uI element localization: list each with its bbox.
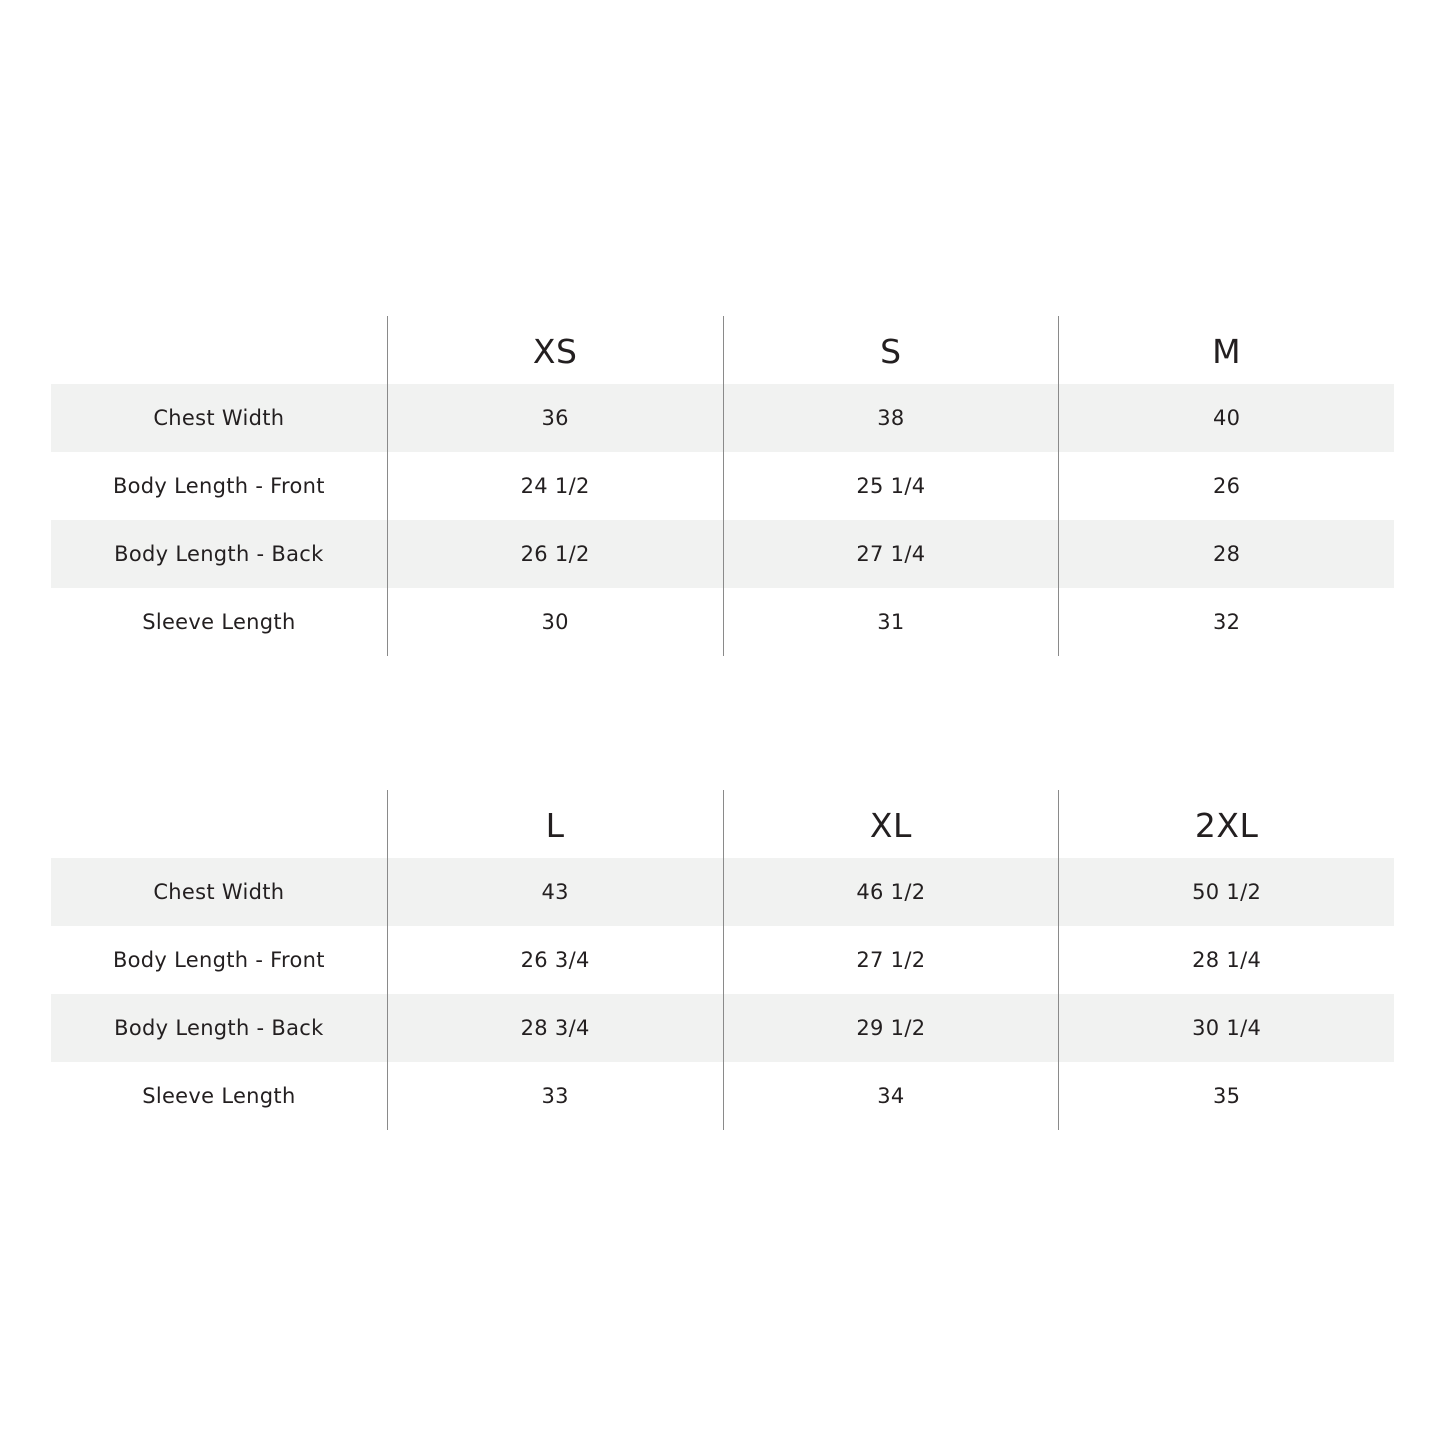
table-row	[51, 452, 1394, 520]
size-header: XS	[387, 316, 723, 384]
table-row	[51, 994, 1394, 1062]
measurement-label: Body Length - Front	[112, 948, 325, 972]
measurement-value: 28 1/4	[1058, 926, 1394, 994]
measurement-label: Chest Width	[153, 880, 285, 904]
measurement-value: 46 1/2	[723, 858, 1059, 926]
header-empty-cell	[51, 790, 387, 858]
table-row	[51, 926, 1394, 994]
size-header-row	[51, 790, 1394, 858]
measurement-value: 30 1/4	[1058, 994, 1394, 1062]
measurement-value: 26 1/2	[387, 520, 723, 588]
table-row	[51, 384, 1394, 452]
measurement-label: Chest Width	[153, 406, 285, 430]
measurement-value: 36	[387, 384, 723, 452]
measurement-value: 38	[723, 384, 1059, 452]
measurement-value: 50 1/2	[1058, 858, 1394, 926]
table-row	[51, 858, 1394, 926]
measurement-value: 26 3/4	[387, 926, 723, 994]
measurement-value: 24 1/2	[387, 452, 723, 520]
measurement-value: 29 1/2	[723, 994, 1059, 1062]
measurement-value: 43	[387, 858, 723, 926]
measurement-value: 32	[1058, 588, 1394, 656]
size-header: S	[723, 316, 1059, 384]
table-row	[51, 1062, 1394, 1130]
size-chart-table-bottom	[51, 790, 1394, 1130]
measurement-label: Sleeve Length	[142, 1084, 296, 1108]
size-header: XL	[723, 790, 1059, 858]
measurement-value: 33	[387, 1062, 723, 1130]
measurement-value: 27 1/4	[723, 520, 1059, 588]
measurement-value: 27 1/2	[723, 926, 1059, 994]
size-header: L	[387, 790, 723, 858]
table-row	[51, 520, 1394, 588]
size-header: M	[1058, 316, 1394, 384]
header-empty-cell	[51, 316, 387, 384]
measurement-value: 28	[1058, 520, 1394, 588]
size-header-row	[51, 316, 1394, 384]
measurement-value: 31	[723, 588, 1059, 656]
measurement-label: Sleeve Length	[142, 610, 296, 634]
measurement-label: Body Length - Back	[114, 542, 324, 566]
measurement-value: 30	[387, 588, 723, 656]
measurement-label: Body Length - Back	[114, 1016, 324, 1040]
measurement-value: 34	[723, 1062, 1059, 1130]
size-chart-table-top	[51, 316, 1394, 656]
table-row	[51, 588, 1394, 656]
measurement-value: 28 3/4	[387, 994, 723, 1062]
measurement-value: 25 1/4	[723, 452, 1059, 520]
measurement-value: 35	[1058, 1062, 1394, 1130]
size-header: 2XL	[1058, 790, 1394, 858]
measurement-value: 40	[1058, 384, 1394, 452]
measurement-value: 26	[1058, 452, 1394, 520]
measurement-label: Body Length - Front	[112, 474, 325, 498]
